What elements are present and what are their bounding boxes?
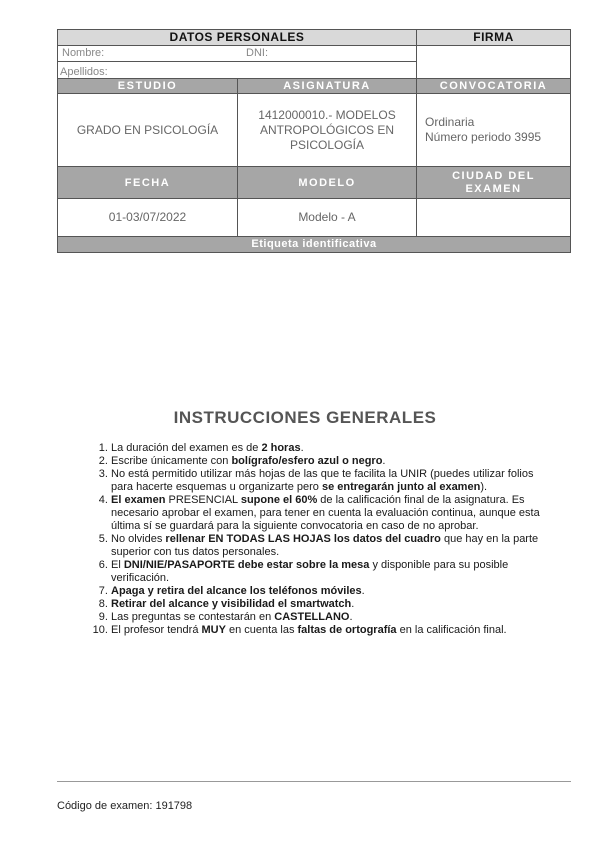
instruction-text: . <box>351 598 355 610</box>
convocatoria-type: Ordinaria <box>425 115 475 129</box>
instruction-bold-text: bolígrafo/esfero azul o negro <box>231 455 383 467</box>
instruction-item <box>111 598 540 611</box>
instruction-item <box>111 559 540 585</box>
modelo-value: Modelo - A <box>238 199 417 236</box>
instruction-text: . <box>361 585 365 597</box>
instruction-text: El profesor tendrá <box>111 624 202 636</box>
instruction-bold-text: DNI/NIE/PASAPORTE debe estar sobre la mesa <box>123 559 370 571</box>
instruction-bold-text: se entregarán junto al examen <box>321 481 481 493</box>
personal-fields <box>58 46 417 78</box>
instruction-bold-text: Apaga y retira del alcance los teléfonos móviles <box>111 585 362 597</box>
firma-header: FIRMA <box>417 30 570 45</box>
estudio-header-row <box>58 79 570 94</box>
exam-code: Código de examen: 191798 <box>57 800 193 812</box>
estudio-value: GRADO EN PSICOLOGÍA <box>58 94 238 166</box>
instruction-text: . <box>300 442 304 454</box>
instruction-bold-text: El examen <box>111 494 166 506</box>
ciudad-header: CIUDAD DEL EXAMEN <box>417 167 570 198</box>
instruction-text: PRESENCIAL <box>165 494 241 506</box>
ciudad-value[interactable] <box>417 199 570 236</box>
instruction-text: y disponible para su posible verificación. <box>111 559 509 584</box>
instruction-text: Las preguntas se contestarán en <box>111 611 275 623</box>
instruction-bold-text: rellenar EN TODAS LAS HOJAS los datos del cuadro <box>165 533 441 545</box>
instruction-text: ). <box>480 481 488 493</box>
estudio-value-row <box>58 94 570 167</box>
fecha-header: FECHA <box>58 167 238 198</box>
apellidos-line <box>58 62 416 78</box>
instruction-item <box>111 533 540 559</box>
asignatura-value: 1412000010.- MODELOS ANTROPOLÓGICOS EN PSICOLOGÍA <box>238 94 417 166</box>
personal-data-row <box>58 46 570 79</box>
instruction-text: . <box>349 611 353 623</box>
fecha-value: 01-03/07/2022 <box>58 199 238 236</box>
instruction-bold-text: CASTELLANO <box>274 611 350 623</box>
instruction-item <box>111 494 540 533</box>
apellidos-field[interactable]: Apellidos: <box>60 66 108 78</box>
instruction-text: que hay en la parte superior con tus datos personales. <box>111 533 539 558</box>
instruction-item <box>111 624 540 637</box>
instruction-item <box>111 468 540 494</box>
instruction-bold-text: faltas de ortografía <box>297 624 397 636</box>
footer-divider <box>57 781 571 782</box>
nombre-field[interactable]: Nombre: <box>62 47 105 59</box>
firma-box[interactable] <box>417 46 570 78</box>
instruction-item <box>111 585 540 598</box>
instructions-list <box>70 442 540 637</box>
instruction-text: La duración del examen es de <box>111 442 262 454</box>
instruction-text: . <box>382 455 386 467</box>
estudio-header: ESTUDIO <box>58 79 238 93</box>
fecha-value-row <box>58 199 570 237</box>
nombre-dni-line <box>58 46 416 62</box>
instruction-bold-text: MUY <box>201 624 226 636</box>
instructions-title: INSTRUCCIONES GENERALES <box>173 408 437 427</box>
instructions-section <box>70 408 540 637</box>
instruction-text: Escribe únicamente con <box>111 455 232 467</box>
modelo-header: MODELO <box>238 167 417 198</box>
form-header-row <box>58 30 570 46</box>
instruction-text: en cuenta las <box>225 624 298 636</box>
etiqueta-identificativa: Etiqueta identificativa <box>58 237 570 252</box>
fecha-header-row <box>58 167 570 199</box>
instruction-text: No olvides <box>111 533 166 545</box>
dni-field[interactable]: DNI: <box>246 47 268 59</box>
instruction-text: El <box>111 559 124 571</box>
convocatoria-value <box>417 94 570 166</box>
convocatoria-header: CONVOCATORIA <box>417 79 570 93</box>
exam-header-form <box>57 29 571 253</box>
instruction-text: en la calificación final. <box>396 624 507 636</box>
instruction-item <box>111 442 540 455</box>
etiqueta-row <box>58 237 570 252</box>
instruction-bold-text: 2 horas <box>261 442 301 454</box>
instruction-text: No está permitido utilizar más hojas de las que te facilita la UNIR (puedes utilizar folios para hacerte esquemas u organizarte pero <box>111 468 534 493</box>
instruction-text: de la calificación final de la asignatura. Es necesario aprobar el examen, para tener en cuenta la evaluación continua, aunque esta última sí se guardará para la siguiente convocatoria en caso de no aprobar. <box>111 494 540 532</box>
asignatura-header: ASIGNATURA <box>238 79 417 93</box>
convocatoria-periodo: Número periodo 3995 <box>425 130 542 144</box>
instruction-item <box>111 611 540 624</box>
datos-personales-header: DATOS PERSONALES <box>58 30 417 45</box>
instruction-bold-text: supone el 60% <box>240 494 318 506</box>
instruction-bold-text: Retirar del alcance y visibilidad el smartwatch <box>111 598 352 610</box>
instruction-item <box>111 455 540 468</box>
